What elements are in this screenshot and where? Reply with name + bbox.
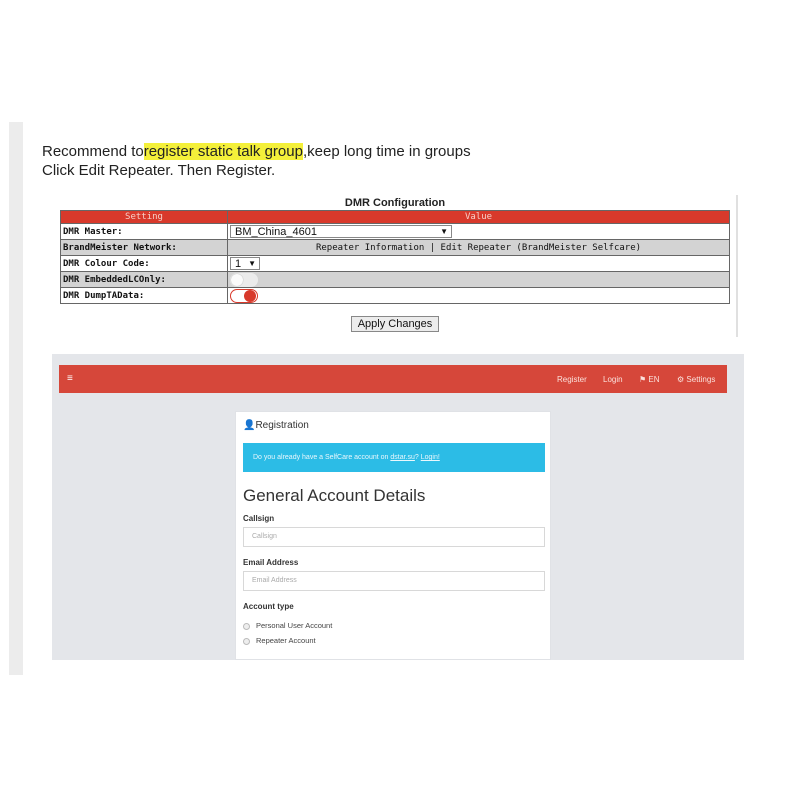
dump-ta-cell <box>228 288 730 304</box>
colour-code-select[interactable] <box>230 257 260 270</box>
table-row <box>61 272 730 288</box>
dmr-master-select[interactable] <box>230 225 452 238</box>
instruction-suffix: ,keep long time in groups <box>302 143 471 160</box>
registration-heading-text: Registration <box>255 420 309 431</box>
dmr-config-title: DMR Configuration <box>344 197 446 209</box>
radio-personal-account[interactable] <box>243 621 332 630</box>
left-border-strip <box>9 122 23 675</box>
radio-button[interactable] <box>243 638 250 645</box>
dmr-configuration-panel <box>55 195 738 337</box>
embedded-lc-only-label: DMR EmbeddedLCOnly: <box>61 272 228 288</box>
table-row <box>61 224 730 240</box>
account-type-label: Account type <box>243 602 294 611</box>
dropdown-arrow-icon: ▼ <box>440 227 448 236</box>
dmr-master-value: BM_China_4601 <box>235 226 317 238</box>
alert-text-prefix: Do you already have a SelfCare account on <box>253 454 391 461</box>
dmr-colour-code-label: DMR Colour Code: <box>61 256 228 272</box>
alert-login-link[interactable]: Login! <box>420 454 440 461</box>
colour-code-value: 1 <box>235 258 242 270</box>
dump-ta-data-toggle[interactable] <box>230 289 258 303</box>
instruction-line-2: Click Edit Repeater. Then Register. <box>42 162 276 179</box>
selfcare-alert <box>243 443 545 472</box>
table-row <box>61 240 730 256</box>
dump-ta-data-label: DMR DumpTAData: <box>61 288 228 304</box>
nav-language-link[interactable] <box>639 375 660 384</box>
nav-register-link[interactable]: Register <box>557 375 587 384</box>
registration-heading <box>243 420 309 431</box>
instructions <box>42 142 471 180</box>
embedded-lc-toggle[interactable] <box>230 273 258 287</box>
registration-card <box>235 411 551 660</box>
colour-code-cell <box>228 256 730 272</box>
toggle-knob <box>244 290 256 302</box>
panel-border <box>736 195 738 337</box>
table-row <box>61 256 730 272</box>
section-title: General Account Details <box>243 486 426 505</box>
instruction-highlight: register static talk group <box>143 143 303 160</box>
user-icon: 👤 <box>243 420 256 431</box>
email-label: Email Address <box>243 558 299 567</box>
dmr-master-label: DMR Master: <box>61 224 228 240</box>
table-row <box>61 288 730 304</box>
email-input[interactable]: Email Address <box>243 571 545 591</box>
radio-repeater-account[interactable] <box>243 636 316 645</box>
callsign-input[interactable]: Callsign <box>243 527 545 547</box>
dmr-config-table <box>60 210 730 304</box>
header-setting: Setting <box>61 211 228 224</box>
toggle-knob <box>231 274 243 286</box>
menu-icon[interactable]: ≡ <box>67 373 73 384</box>
brandmeister-network-links[interactable]: Repeater Information | Edit Repeater (BrandMeister Selfcare) <box>228 240 730 256</box>
flag-icon: ⚑ <box>639 375 647 384</box>
nav-settings-link[interactable] <box>677 375 715 384</box>
brandmeister-registration-screenshot <box>52 354 744 660</box>
option-personal-label: Personal User Account <box>256 621 333 630</box>
instruction-line-1 <box>42 142 471 161</box>
gear-icon: ⚙ <box>677 375 685 384</box>
dropdown-arrow-icon: ▼ <box>248 259 256 268</box>
nav-language-label: EN <box>648 375 660 384</box>
instruction-prefix: Recommend to <box>42 143 144 160</box>
callsign-label: Callsign <box>243 514 275 523</box>
option-repeater-label: Repeater Account <box>256 636 316 645</box>
header-value: Value <box>228 211 730 224</box>
nav-login-link[interactable]: Login <box>603 375 623 384</box>
dmr-master-cell <box>228 224 730 240</box>
navbar <box>59 365 727 393</box>
brandmeister-network-label: BrandMeister Network: <box>61 240 228 256</box>
table-header-row <box>61 211 730 224</box>
alert-site-link[interactable]: dstar.su <box>390 454 415 461</box>
alert-text-middle: ? <box>414 454 421 461</box>
radio-button[interactable] <box>243 623 250 630</box>
embedded-lc-cell <box>228 272 730 288</box>
apply-changes-button[interactable]: Apply Changes <box>351 316 439 332</box>
nav-settings-label: Settings <box>686 375 716 384</box>
